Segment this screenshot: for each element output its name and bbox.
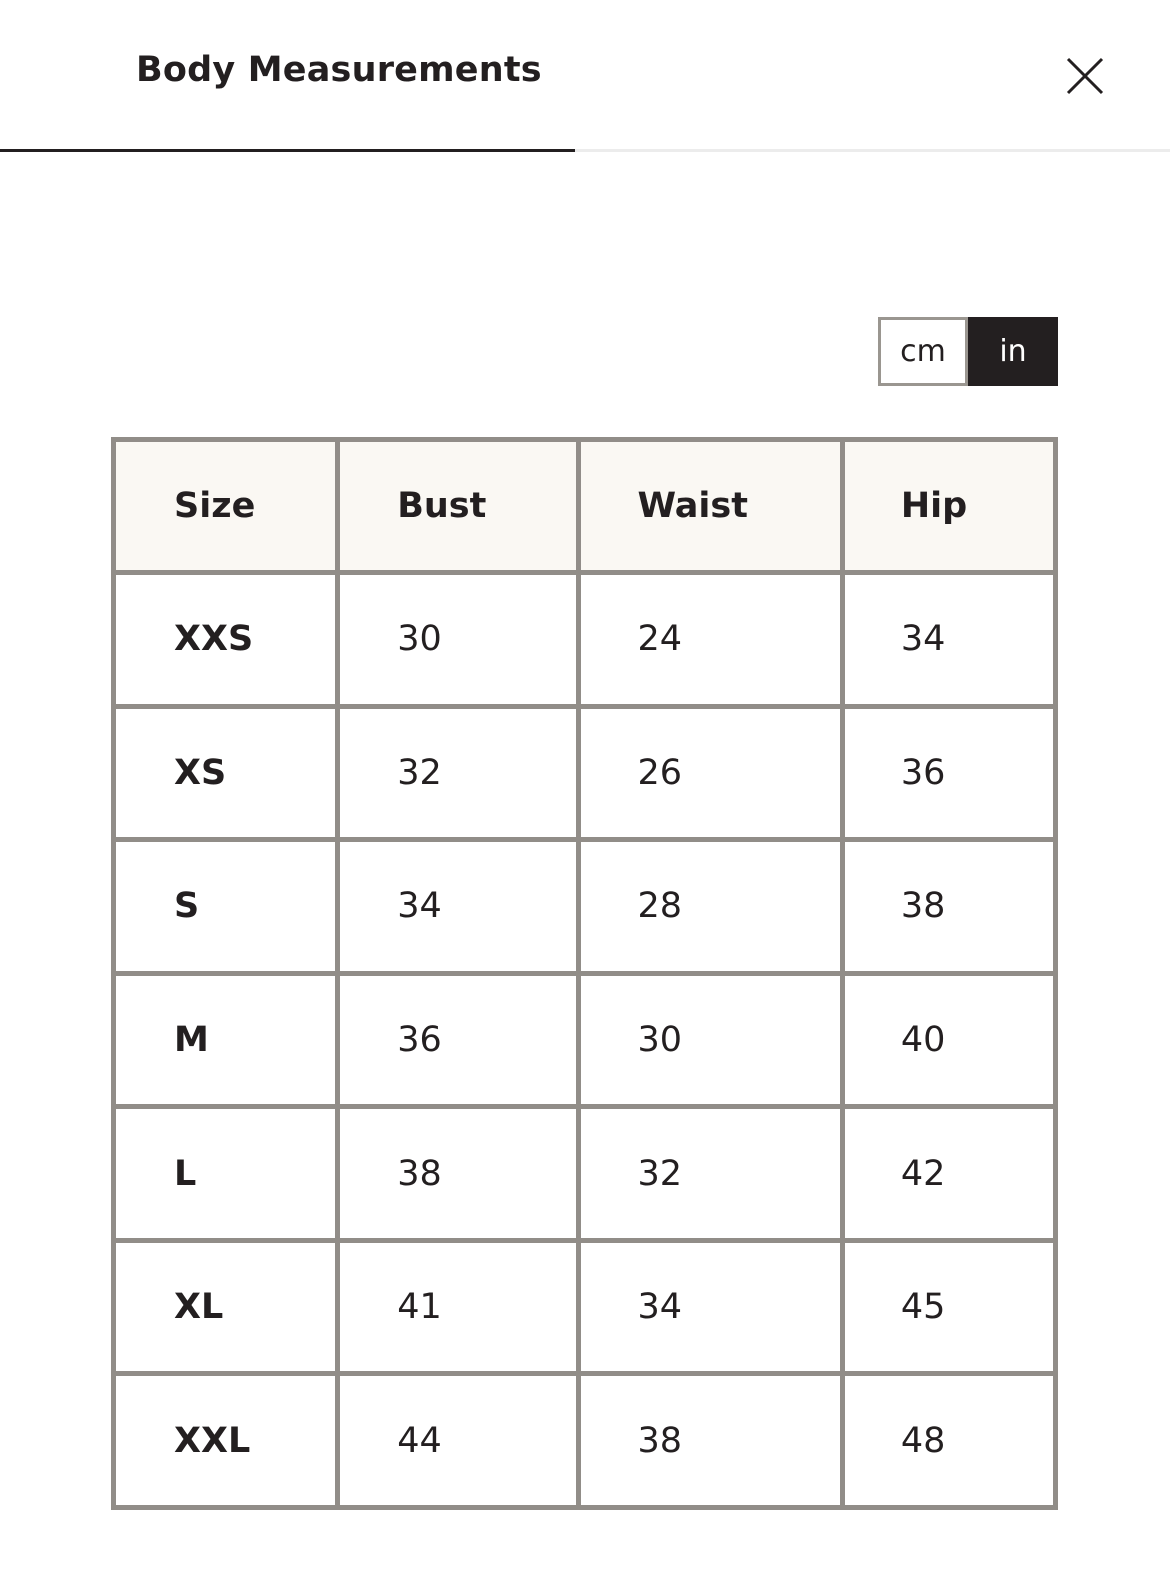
waist-cell: 28: [579, 840, 842, 974]
bust-cell: 44: [338, 1374, 579, 1508]
table-row: [114, 1374, 1056, 1508]
table-row: [114, 1240, 1056, 1374]
hip-cell: 34: [842, 573, 1055, 707]
waist-cell: 34: [579, 1240, 842, 1374]
bust-cell: 34: [338, 840, 579, 974]
table-row: [114, 840, 1056, 974]
waist-cell: 24: [579, 573, 842, 707]
bust-cell: 38: [338, 1107, 579, 1241]
size-cell: S: [114, 840, 338, 974]
bust-cell: 36: [338, 973, 579, 1107]
unit-option-cm[interactable]: cm: [878, 317, 968, 386]
hip-cell: 48: [842, 1374, 1055, 1508]
hip-cell: 45: [842, 1240, 1055, 1374]
modal-header: [0, 0, 1170, 152]
table-row: [114, 706, 1056, 840]
bust-cell: 30: [338, 573, 579, 707]
header-waist: Waist: [579, 440, 842, 573]
size-chart-table: [111, 437, 1058, 1510]
unit-option-in[interactable]: in: [968, 317, 1058, 386]
close-button[interactable]: [1062, 53, 1108, 99]
size-cell: M: [114, 973, 338, 1107]
waist-cell: 32: [579, 1107, 842, 1241]
unit-toggle: [878, 317, 1058, 386]
table-row: [114, 973, 1056, 1107]
hip-cell: 42: [842, 1107, 1055, 1241]
close-icon: [1062, 53, 1108, 99]
size-cell: XXS: [114, 573, 338, 707]
waist-cell: 38: [579, 1374, 842, 1508]
hip-cell: 36: [842, 706, 1055, 840]
header-hip: Hip: [842, 440, 1055, 573]
active-tab-indicator: [0, 149, 575, 152]
size-cell: XS: [114, 706, 338, 840]
table-row: [114, 1107, 1056, 1241]
waist-cell: 26: [579, 706, 842, 840]
bust-cell: 32: [338, 706, 579, 840]
table-row: [114, 573, 1056, 707]
table-header-row: [114, 440, 1056, 573]
tab-body-measurements[interactable]: Body Measurements: [136, 50, 542, 90]
bust-cell: 41: [338, 1240, 579, 1374]
size-cell: XL: [114, 1240, 338, 1374]
hip-cell: 40: [842, 973, 1055, 1107]
hip-cell: 38: [842, 840, 1055, 974]
size-cell: L: [114, 1107, 338, 1241]
header-bust: Bust: [338, 440, 579, 573]
waist-cell: 30: [579, 973, 842, 1107]
header-size: Size: [114, 440, 338, 573]
size-cell: XXL: [114, 1374, 338, 1508]
